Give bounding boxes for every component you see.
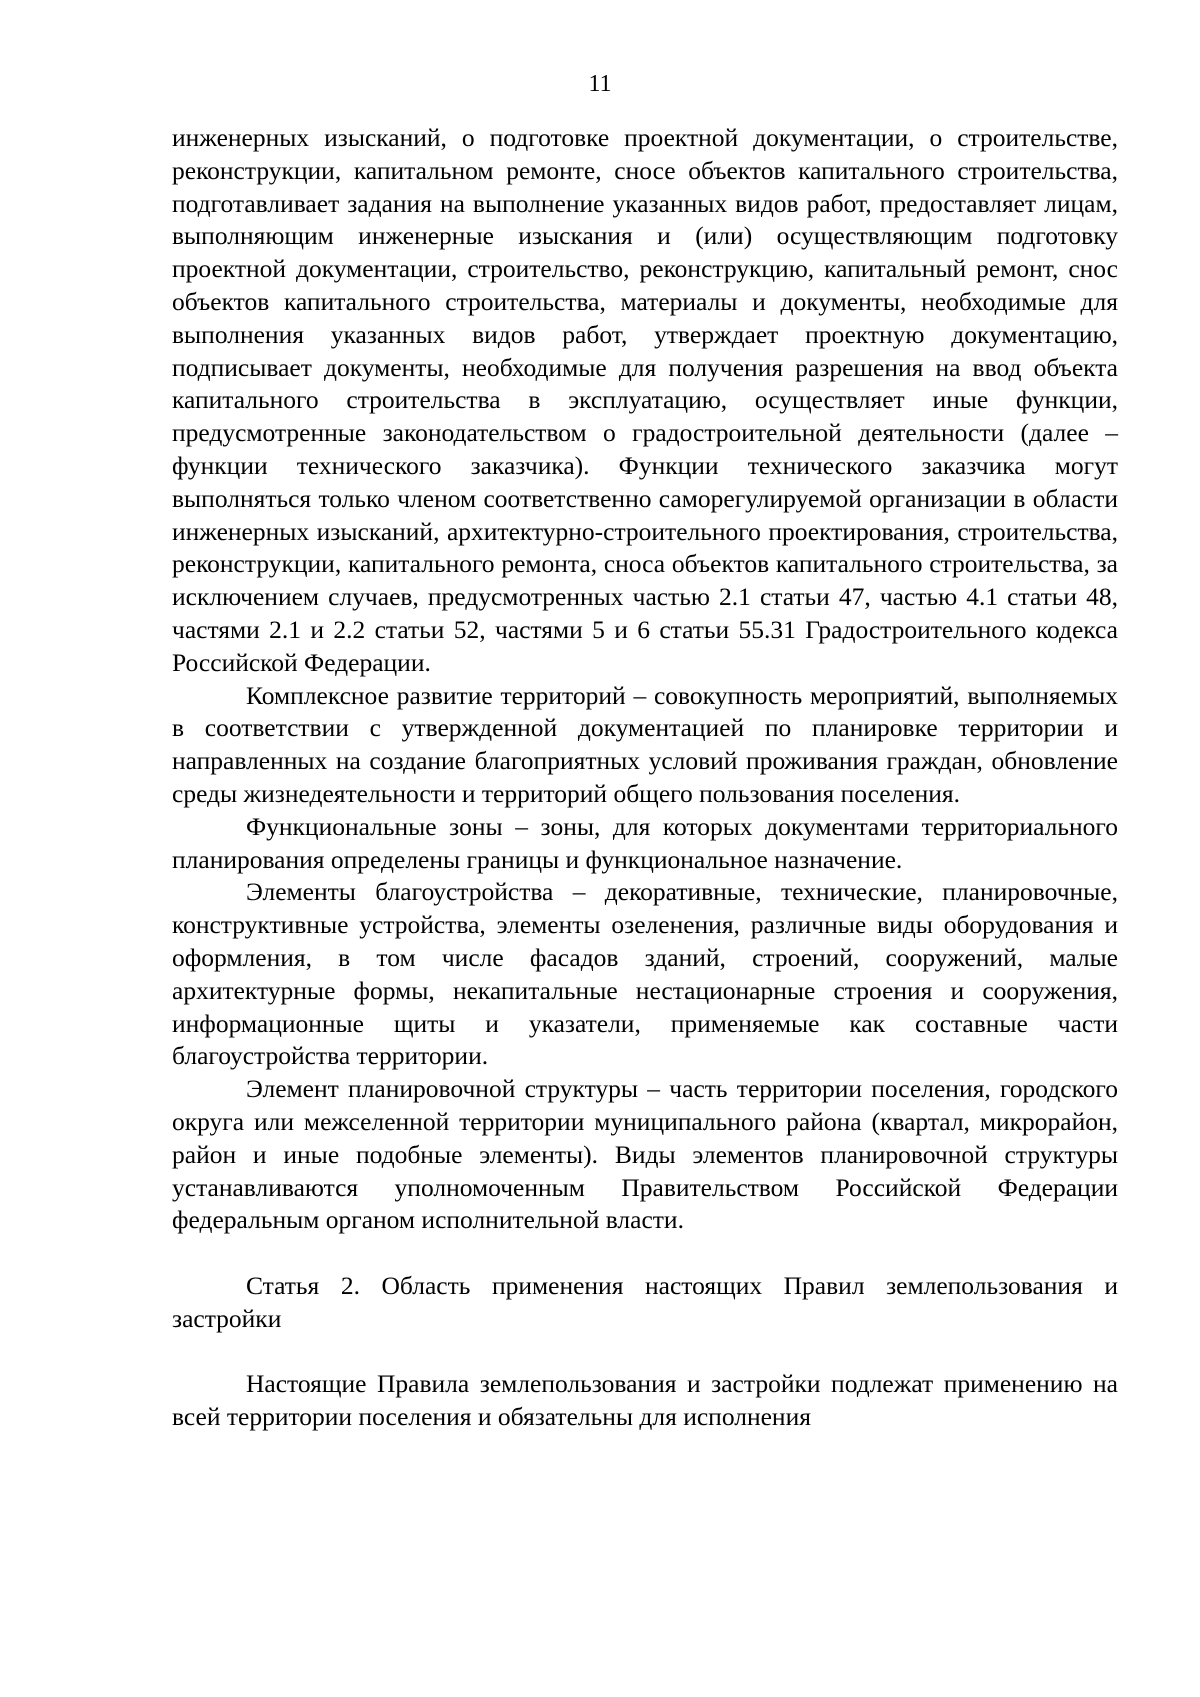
paragraph-integrated-development: Комплексное развитие территорий – совокупность мероприятий, выполняемых в соответствии с утвержденной документацией по планировке территории и направленных на создание благоприятных условий проживания граждан, обновление среды жизнедеятельности и территорий общего пользования поселения. bbox=[172, 680, 1118, 808]
paragraph-landscaping-elements: Элементы благоустройства – декоративные, технические, планировочные, конструктивные устройства, элементы озеленения, различные виды оборудования и оформления, в том числе фасадов зданий, строений, сооружений, малые архитектурные формы, некапитальные нестационарные строения и сооружения, информационные щиты и указатели, применяемые как составные части благоустройства территории. bbox=[172, 877, 1118, 1071]
page-number: 11 bbox=[588, 71, 612, 97]
paragraph-planning-structure: Элемент планировочной структуры – часть территории поселения, городского округа или межселенной территории муниципального района (квартал, микрорайон, район и иные подобные элементы). Виды элементов планировочной структуры устанавливаются уполномоченным Правительством Российской Федерации федеральным органом исполнительной власти. bbox=[172, 1074, 1118, 1235]
document-body bbox=[172, 122, 1118, 1434]
paragraph-functional-zones: Функциональные зоны – зоны, для которых документами территориального планирования определены границы и функциональное назначение. bbox=[172, 811, 1118, 874]
article-heading: Статья 2. Область применения настоящих Правил землепользования и застройки bbox=[172, 1270, 1118, 1333]
article-paragraph: Настоящие Правила землепользования и застройки подлежат применению на всей территории поселения и обязательны для исполнения bbox=[172, 1369, 1118, 1432]
paragraph-technical-customer: инженерных изысканий, о подготовке проектной документации, о строительстве, реконструкции, капитальном ремонте, сносе объектов капитального строительства, подготавливает задания на выполнение указанных видов работ, предоставляет лицам, выполняющим инженерные изыскания и (или) осуществляющим подготовку проектной документации, строительство, реконструкцию, капитальный ремонт, снос объектов капитального строительства, материалы и документы, необходимые для выполнения указанных видов работ, утверждает проектную документацию, подписывает документы, необходимые для получения разрешения на ввод объекта капитального строительства в эксплуатацию, осуществляет иные функции, предусмотренные законодательством о градостроительной деятельности (далее – функции технического заказчика). Функции технического заказчика могут выполняться только членом соответственно саморегулируемой организации в области инженерных изысканий, архитектурно-строительного проектирования, строительства, реконструкции, капитального ремонта, сноса объектов капитального строительства, за исключением случаев, предусмотренных частью 2.1 статьи 47, частью 4.1 статьи 48, частями 2.1 и 2.2 статьи 52, частями 5 и 6 статьи 55.31 Градостроительного кодекса Российской Федерации. bbox=[172, 123, 1118, 677]
